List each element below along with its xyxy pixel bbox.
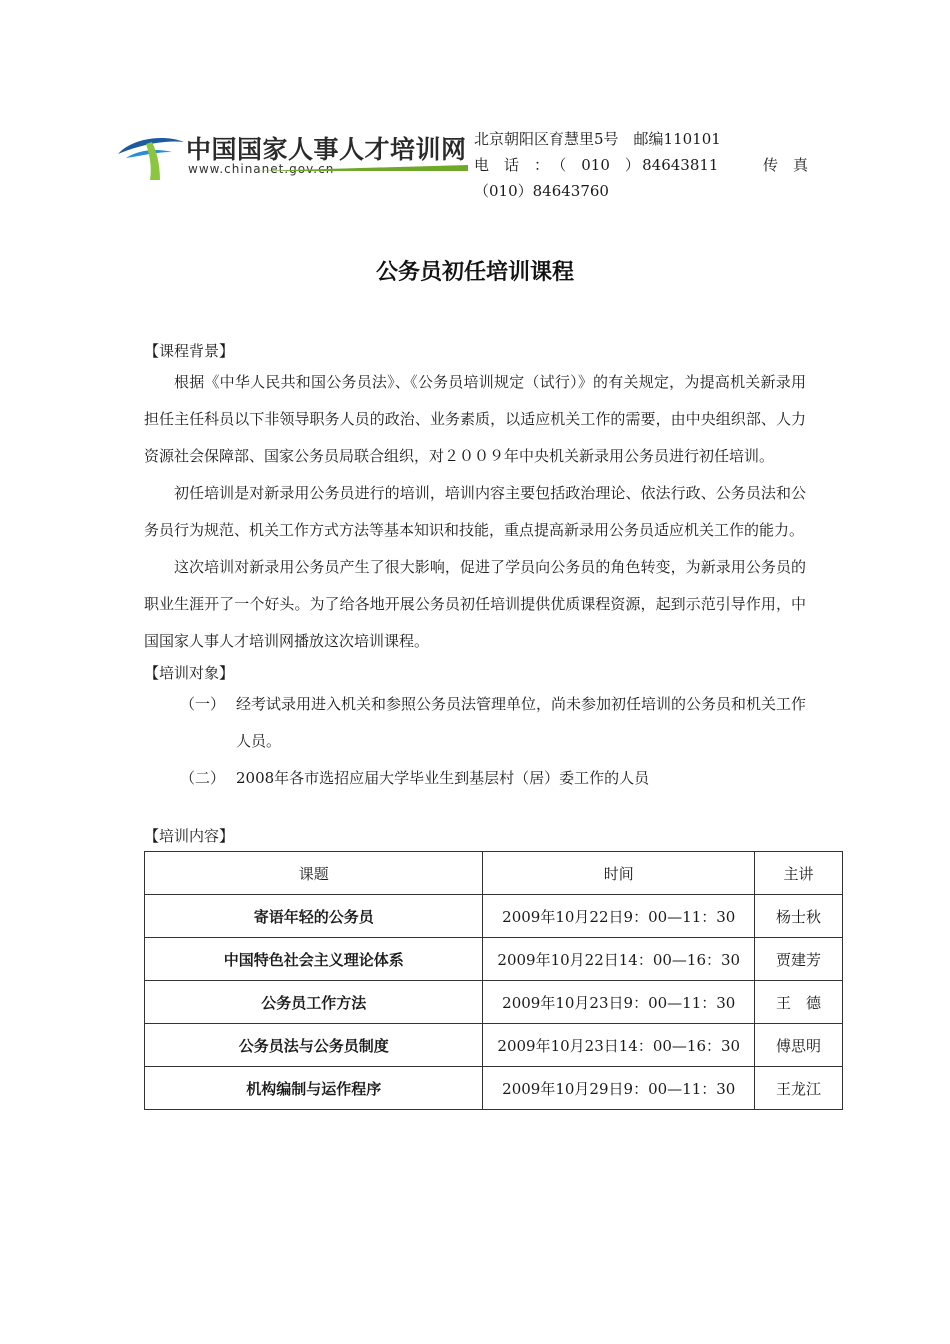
logo-mark-icon [116,128,186,180]
cell-speaker: 杨士秋 [755,895,843,938]
cell-time: 2009年10月22日9：00—11：30 [483,895,755,938]
phone-number: 84643811 [642,156,719,174]
targets-heading: 【培训对象】 [144,664,235,682]
targets-list [144,686,806,797]
logo-url: www.chinanet.gov.cn [188,162,335,176]
cell-speaker: 傅思明 [755,1024,843,1067]
phone-label: 电 话 ： [474,156,550,174]
list-item-text: 2008年各市选招应届大学毕业生到基层村（居）委工作的人员 [236,769,650,787]
logo-name: 中国国家人事人才培训网 [186,135,467,164]
background-paragraph: 这次培训对新录用公务员产生了很大影响，促进了学员向公务员的角色转变，为新录用公务员的职业生涯开了一个好头。为了给各地开展公务员初任培训提供优质课程资源，起到示范引导作用，中国国家人事人才培训网播放这次培训课程。 [144,558,806,650]
cell-time: 2009年10月23日14：00—16：30 [483,1024,755,1067]
page-title: 公务员初任培训课程 [375,260,574,285]
background-heading: 【课程背景】 [144,342,235,360]
cell-time: 2009年10月23日9：00—11：30 [483,981,755,1024]
fax-number: （010）84643760 [474,182,609,200]
contact-info [474,126,808,204]
table-row [145,981,843,1024]
fax-label: 传 真 [762,156,808,174]
cell-speaker: 王 德 [755,981,843,1024]
site-logo [116,128,472,180]
list-item [144,686,806,760]
cell-topic: 寄语年轻的公务员 [145,895,483,938]
cell-time: 2009年10月22日14：00—16：30 [483,938,755,981]
list-item-text: 经考试录用进入机关和参照公务员法管理单位，尚未参加初任培训的公务员和机关工作人员。 [236,695,807,750]
column-header-speaker: 主讲 [755,852,843,895]
background-paragraph: 初任培训是对新录用公务员进行的培训，培训内容主要包括政治理论、依法行政、公务员法和公务员行为规范、机关工作方式方法等基本知识和技能，重点提高新录用公务员适应机关工作的能力。 [144,484,806,539]
table-header-row [145,852,843,895]
column-header-time: 时间 [483,852,755,895]
cell-speaker: 王龙江 [755,1067,843,1110]
cell-topic: 中国特色社会主义理论体系 [145,938,483,981]
cell-topic: 机构编制与运作程序 [145,1067,483,1110]
phone-line [474,152,808,178]
table-row [145,895,843,938]
phone-area: （ 010 ） [551,156,640,174]
background-paragraph: 根据《中华人民共和国公务员法》、《公务员培训规定（试行）》的有关规定，为提高机关新录用担任主任科员以下非领导职务人员的政治、业务素质，以适应机关工作的需要，由中央组织部、人力资源社会保障部、国家公务员局联合组织，对２００９年中央机关新录用公务员进行初任培训。 [144,373,806,465]
list-item-number: （二） [180,769,226,787]
logo-underline [256,165,468,171]
cell-topic: 公务员法与公务员制度 [145,1024,483,1067]
cell-speaker: 贾建芳 [755,938,843,981]
table-row [145,938,843,981]
table-row [145,1024,843,1067]
document-body [144,338,822,1110]
cell-topic: 公务员工作方法 [145,981,483,1024]
list-item-number: （一） [180,695,226,713]
list-item [144,760,806,797]
cell-time: 2009年10月29日9：00—11：30 [483,1067,755,1110]
address: 北京朝阳区育慧里5号 邮编110101 [474,130,721,148]
table-row [145,1067,843,1110]
content-heading: 【培训内容】 [144,827,235,845]
course-table [144,851,843,1110]
column-header-topic: 课题 [145,852,483,895]
